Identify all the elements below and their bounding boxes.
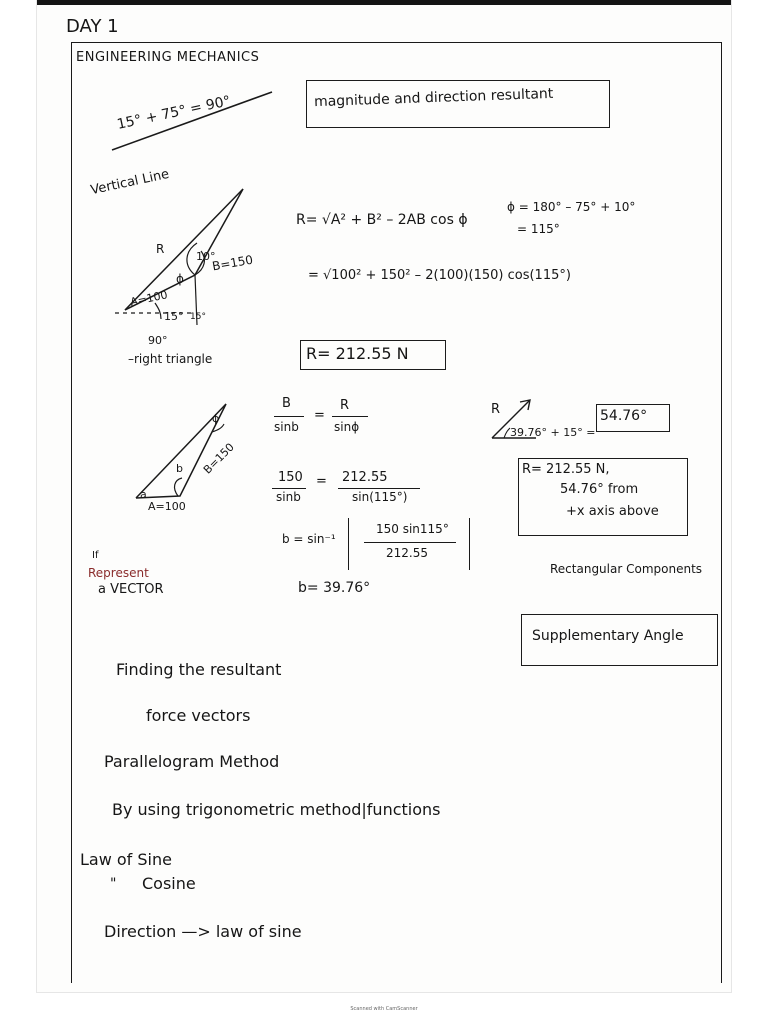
num-sinb: sinb (276, 490, 301, 504)
supplementary-angle-note: Supplementary Angle (532, 628, 684, 644)
angle-sum-note: 15° + 75° = 90° (115, 93, 233, 133)
notes-line-3: Parallelogram Method (104, 752, 280, 771)
b-numerator: 150 sin115° (376, 522, 449, 536)
phi-calculation: ϕ = 180° – 75° + 10° (507, 200, 636, 214)
notes-line-1: Finding the resultant (116, 660, 282, 679)
fig1-label-A: A=100 (129, 288, 169, 309)
fig1-label-B: B=150 (211, 252, 255, 274)
sine-sinphi: sinϕ (334, 420, 360, 434)
right-angle-sum: 39.76° + 15° = (510, 426, 596, 439)
fig2-label-b: b (176, 462, 183, 475)
sine-sinb: sinb (274, 420, 299, 434)
notes-line-6: Cosine (142, 874, 196, 893)
note-vector: a VECTOR (98, 582, 164, 597)
sine-B: B (282, 396, 291, 411)
fig1-label-R: R (156, 242, 165, 256)
summary-line-3: +x axis above (566, 504, 659, 519)
num-sin115: sin(115°) (352, 490, 408, 504)
fraction-bar (332, 416, 368, 417)
right-label-R: R (491, 402, 501, 417)
notes-ditto-mark: " (110, 876, 117, 892)
fig1-label-10deg: 10° (196, 250, 216, 263)
subject-heading: ENGINEERING MECHANICS (76, 50, 260, 65)
fig2-label-A: A=100 (148, 500, 186, 513)
fig1-label-90deg: 90° (148, 334, 168, 347)
angle-result: 54.76° (600, 408, 648, 424)
sine-R: R (340, 398, 350, 413)
fig1-label-15deg: 15° (164, 310, 184, 323)
cosine-substitution: = √100² + 150² – 2(100)(150) cos(115°) (308, 268, 571, 283)
day-heading: DAY 1 (66, 16, 119, 37)
notes-line-4: By using trigonometric method|functions (112, 800, 441, 819)
num-eq: = (316, 474, 327, 489)
phi-result: = 115° (517, 222, 560, 236)
notes-line-2: force vectors (146, 706, 251, 725)
rectangular-components-note: Rectangular Components (550, 562, 703, 576)
underline-stroke (110, 88, 280, 158)
sine-eq: = (314, 408, 325, 423)
vertical-line-note: Vertical Line (89, 166, 171, 199)
fig2-label-a: a (140, 488, 147, 501)
fig1-label-phi: ϕ (176, 272, 184, 286)
cosine-law-formula: R= √A² + B² – 2AB cos ϕ (296, 212, 468, 228)
num-212: 212.55 (342, 470, 388, 485)
fraction-bar (274, 416, 304, 417)
fraction-bar (272, 488, 306, 489)
b-result: b= 39.76° (298, 580, 371, 596)
note-represent: Represent (88, 566, 149, 580)
b-lhs: b = sin⁻¹ (282, 532, 336, 546)
fig2-label-phi: ϕ (212, 412, 220, 425)
page-top-edge (37, 0, 731, 5)
resultant-value: R= 212.55 N (306, 344, 409, 363)
fraction-bar (338, 488, 420, 489)
b-denominator: 212.55 (386, 546, 428, 560)
note-if: If (92, 550, 99, 561)
fig1-label-15deg-small: 15° (190, 312, 206, 322)
notes-line-5: Law of Sine (80, 850, 172, 869)
notes-line-7: Direction —> law of sine (104, 922, 302, 941)
fraction-bar (364, 542, 456, 543)
right-triangle-caption: –right triangle (128, 352, 213, 366)
summary-line-1: R= 212.55 N, (522, 462, 610, 477)
summary-line-2: 54.76° from (560, 482, 639, 497)
magnitude-direction-title: magnitude and direction resultant (313, 85, 554, 111)
scanner-watermark: Scanned with CamScanner (350, 1006, 418, 1012)
fig2-label-B: B=150 (200, 440, 237, 477)
num-150: 150 (278, 470, 303, 485)
